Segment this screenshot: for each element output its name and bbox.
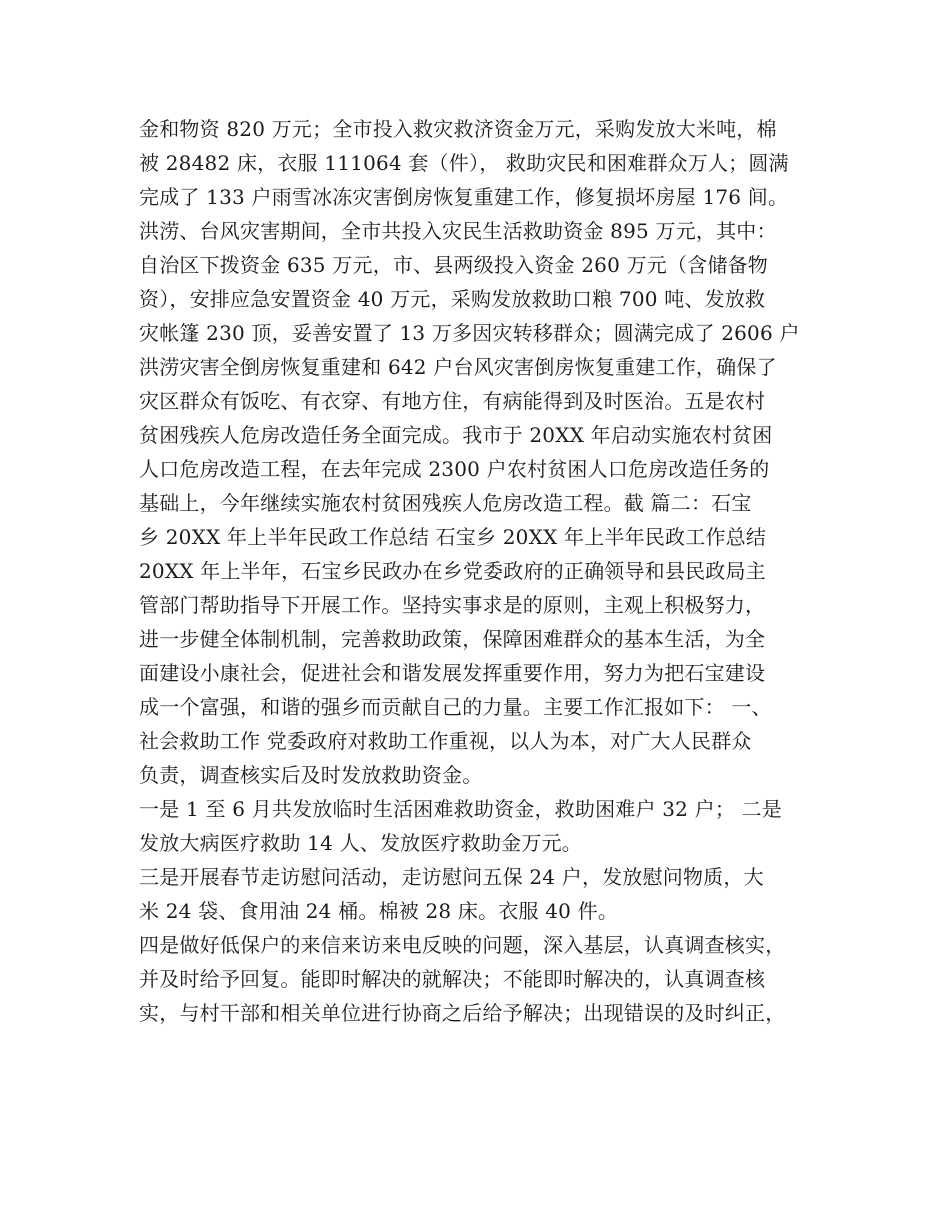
text-line: 自治区下拨资金 635 万元，市、县两级投入资金 260 万元（含储备物	[139, 253, 768, 277]
text-line: 发放大病医疗救助 14 人、发放医疗救助金万元。	[139, 831, 582, 855]
text-line: 并及时给予回复。能即时解决的就解决；不能即时解决的，认真调查核	[139, 967, 766, 991]
text-line: 金和物资 820 万元；全市投入救灾救济资金万元，采购发放大米吨，棉	[139, 117, 777, 141]
text-line: 四是做好低保户的来信来访来电反映的问题，深入基层，认真调查核实，	[139, 933, 786, 957]
text-line: 成一个富强，和谐的强乡而贡献自己的力量。主要工作汇报如下： 一、	[139, 695, 772, 719]
text-line: 被 28482 床，衣服 111064 套（件）， 救助灾民和困难群众万人；圆满	[139, 151, 789, 175]
text-line: 负责，调查核实后及时发放救助资金。	[139, 763, 483, 787]
text-line: 资），安排应急安置资金 40 万元，采购发放救助口粮 700 吨、发放救	[139, 287, 766, 311]
text-line: 完成了 133 户雨雪冰冻灾害倒房恢复重建工作，修复损坏房屋 176 间。	[139, 185, 789, 209]
text-line: 面建设小康社会，促进社会和谐发展发挥重要作用，努力为把石宝建设	[139, 661, 766, 685]
text-line: 三是开展春节走访慰问活动，走访慰问五保 24 户，发放慰问物质，大	[139, 865, 764, 889]
text-line: 洪涝灾害全倒房恢复重建和 642 户台风灾害倒房恢复重建工作，确保了	[139, 355, 777, 379]
text-line: 灾帐篷 230 顶，妥善安置了 13 万多因灾转移群众；圆满完成了 2606 户	[139, 321, 800, 345]
text-line: 洪涝、台风灾害期间，全市共投入灾民生活救助资金 895 万元，其中：	[139, 219, 777, 243]
text-line: 管部门帮助指导下开展工作。坚持实事求是的原则，主观上积极努力，	[139, 593, 766, 617]
text-line: 20XX 年上半年，石宝乡民政办在乡党委政府的正确领导和县民政局主	[139, 559, 766, 583]
text-line: 人口危房改造工程，在去年完成 2300 户农村贫困人口危房改造任务的	[139, 457, 770, 481]
text-line: 社会救助工作 党委政府对救助工作重视，以人为本，对广大人民群众	[139, 729, 752, 753]
text-line: 实，与村干部和相关单位进行协商之后给予解决；出现错误的及时纠正，	[139, 1001, 786, 1025]
text-line: 基础上，今年继续实施农村贫困残疾人危房改造工程。截 篇二：石宝	[139, 491, 752, 515]
text-line: 米 24 袋、食用油 24 桶。棉被 28 床。衣服 40 件。	[139, 899, 619, 923]
text-line: 灾区群众有饭吃、有衣穿、有地方住，有病能得到及时医治。五是农村	[139, 389, 766, 413]
text-line: 进一步健全体制机制，完善救助政策，保障困难群众的基本生活，为全	[139, 627, 766, 651]
text-line: 贫困残疾人危房改造任务全面完成。我市于 20XX 年启动实施农村贫困	[139, 423, 773, 447]
text-line: 一是 1 至 6 月共发放临时生活困难救助资金，救助困难户 32 户； 二是	[139, 797, 782, 821]
text-line: 乡 20XX 年上半年民政工作总结 石宝乡 20XX 年上半年民政工作总结	[139, 525, 767, 549]
